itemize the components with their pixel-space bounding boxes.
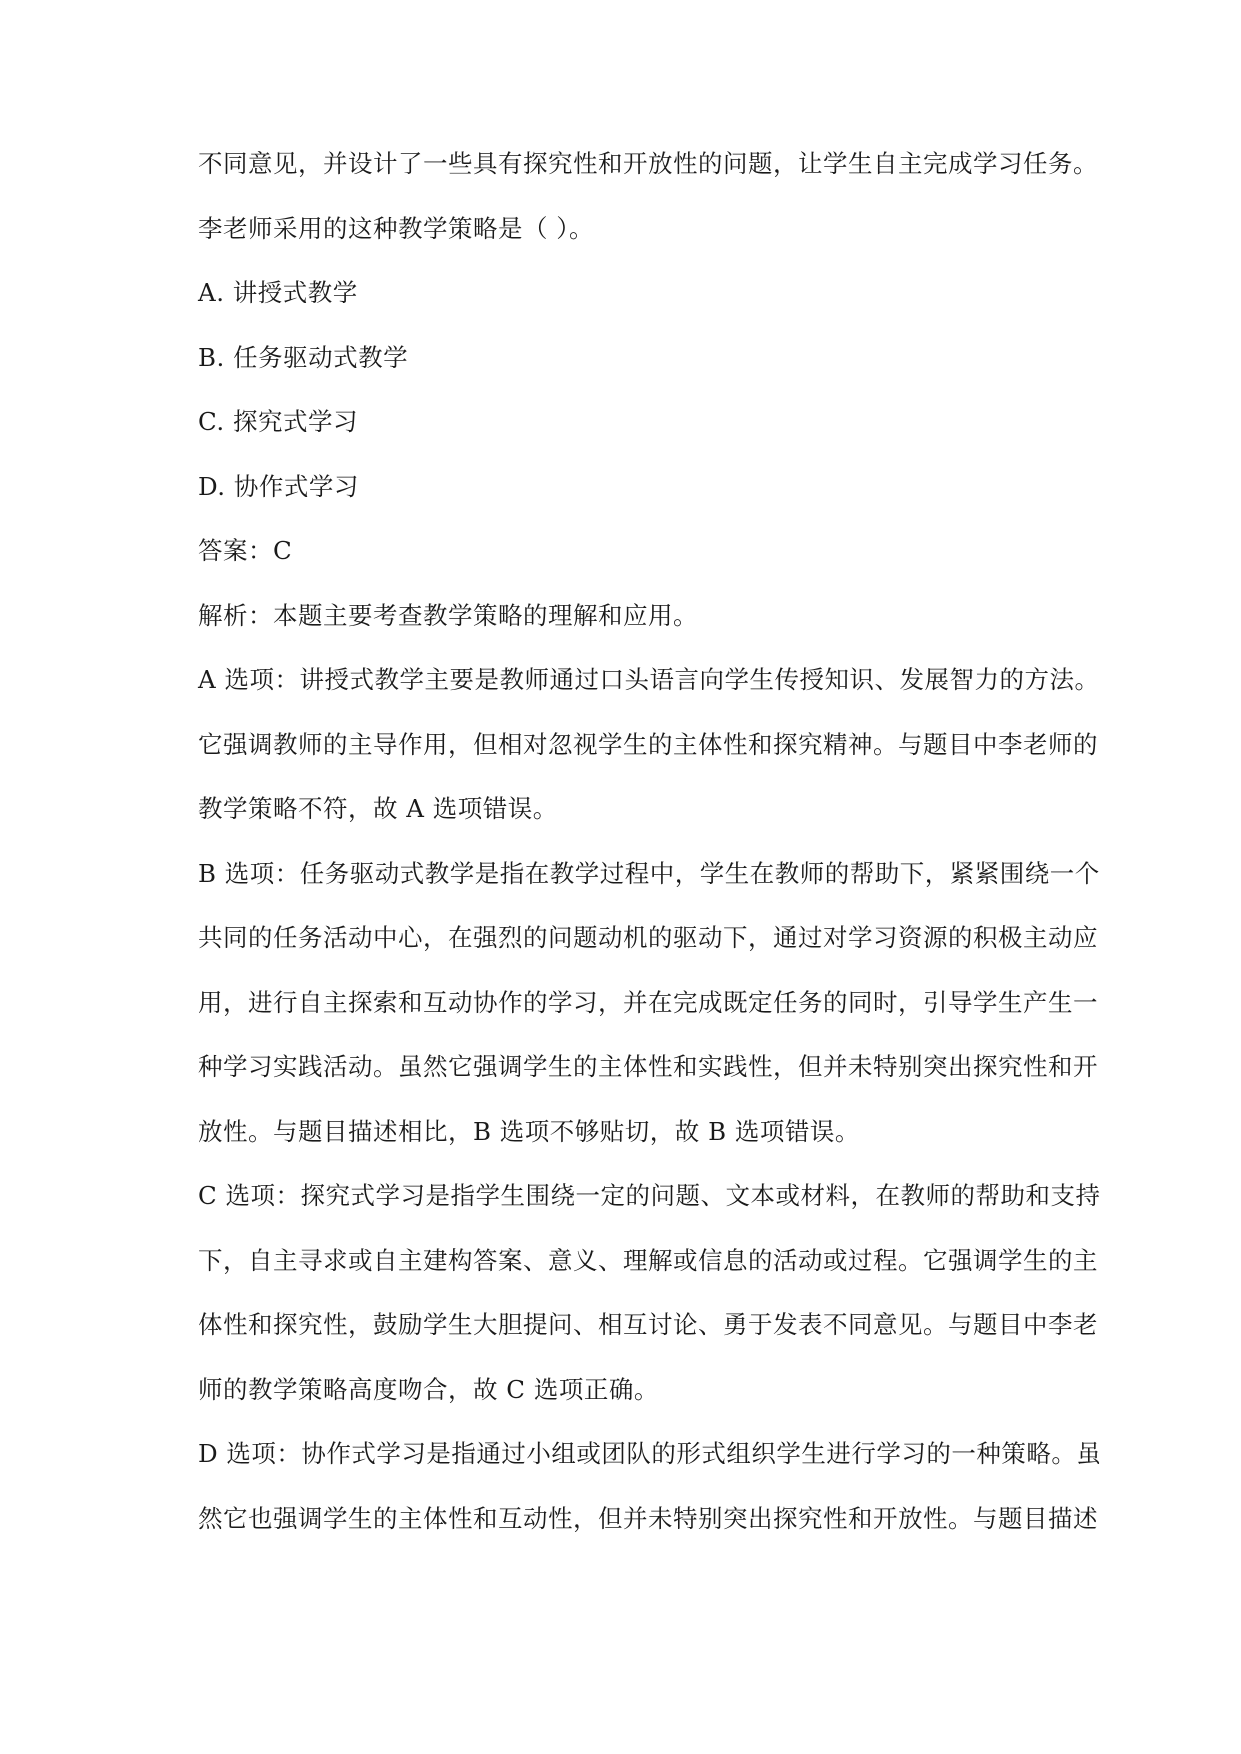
analysis-c-line: 体性和探究性，鼓励学生大胆提问、相互讨论、勇于发表不同意见。与题目中李老 <box>198 1310 1098 1339</box>
analysis-a-line: 教学策略不符，故 A 选项错误。 <box>198 794 558 823</box>
analysis-b-line: 放性。与题目描述相比，B 选项不够贴切，故 B 选项错误。 <box>198 1116 860 1146</box>
analysis-intro: 解析：本题主要考查教学策略的理解和应用。 <box>198 600 698 630</box>
analysis-b-line: 共同的任务活动中心，在强烈的问题动机的驱动下，通过对学习资源的积极主动应 <box>198 923 1098 952</box>
analysis-b-line: 种学习实践活动。虽然它强调学生的主体性和实践性，但并未特别突出探究性和开 <box>198 1052 1098 1081</box>
analysis-a-line: A 选项：讲授式教学主要是教师通过口头语言向学生传授知识、发展智力的方法。 <box>198 665 1100 694</box>
option-d: D. 协作式学习 <box>198 471 359 501</box>
question-prompt: 李老师采用的这种教学策略是（ ）。 <box>198 213 595 243</box>
answer-line: 答案：C <box>198 536 293 565</box>
analysis-a-line: 它强调教师的主导作用，但相对忽视学生的主体性和探究精神。与题目中李老师的 <box>198 729 1098 759</box>
option-b: B. 任务驱动式教学 <box>198 342 409 372</box>
analysis-b-line: 用，进行自主探索和互动协作的学习，并在完成既定任务的同时，引导学生产生一 <box>198 987 1098 1017</box>
document-page-body <box>198 146 1102 1565</box>
option-a: A. 讲授式教学 <box>198 278 358 307</box>
question-stem-continued: 不同意见，并设计了一些具有探究性和开放性的问题，让学生自主完成学习任务。 <box>198 149 1098 178</box>
analysis-c-line: C 选项：探究式学习是指学生围绕一定的问题、文本或材料，在教师的帮助和支持 <box>198 1181 1101 1210</box>
analysis-d-line: D 选项：协作式学习是指通过小组或团队的形式组织学生进行学习的一种策略。虽 <box>198 1439 1102 1468</box>
analysis-b-line: B 选项：任务驱动式教学是指在教学过程中，学生在教师的帮助下，紧紧围绕一个 <box>198 858 1100 888</box>
analysis-c-line: 下，自主寻求或自主建构答案、意义、理解或信息的活动或过程。它强调学生的主 <box>198 1245 1098 1275</box>
analysis-d-line: 然它也强调学生的主体性和互动性，但并未特别突出探究性和开放性。与题目描述 <box>198 1503 1098 1533</box>
analysis-c-line: 师的教学策略高度吻合，故 C 选项正确。 <box>198 1374 659 1404</box>
option-c: C. 探究式学习 <box>198 407 358 436</box>
